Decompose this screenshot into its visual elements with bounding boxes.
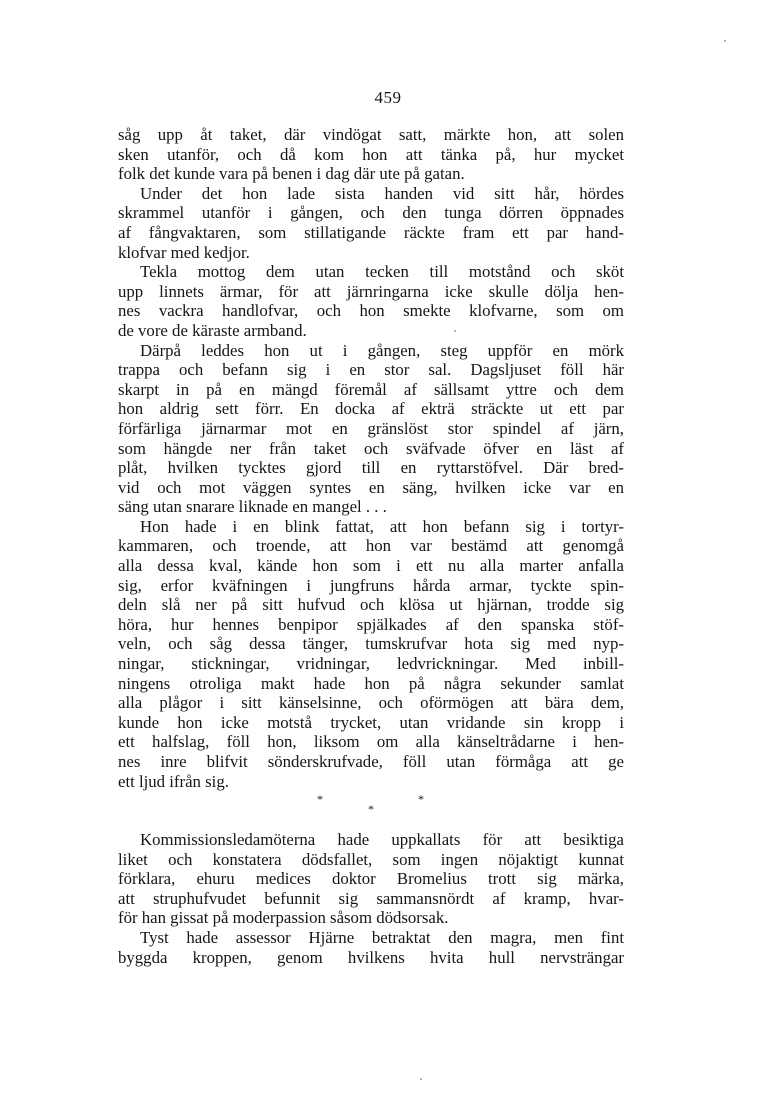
paper-speck <box>420 1078 422 1080</box>
text-line: plåt, hvilken tycktes gjord till en ryttarstöfvel. Där bred- <box>118 458 624 478</box>
text-line: ett halfslag, föll hon, liksom om alla känseltrådarne i hen- <box>118 732 624 752</box>
text-line: ningens otroliga makt hade hon på några sekunder samlat <box>118 673 624 693</box>
text-line: klofvar med kedjor. <box>118 242 250 262</box>
text-line: kunde hon icke motstå trycket, utan vridande sin kropp i <box>118 712 624 732</box>
text-line: ningar, stickningar, vridningar, ledvrickningar. Med inbill- <box>118 654 624 674</box>
text-line: nes vackra handlofvar, och hon smekte klofvarne, som om <box>118 301 624 321</box>
text-line: ett ljud ifrån sig. <box>118 771 229 791</box>
text-line: höra, hur hennes benpipor spjälkades af den spanska stöf- <box>118 614 624 634</box>
text-line: liket och konstatera dödsfallet, som ingen nöjaktigt kunnat <box>118 849 624 869</box>
text-line: Tekla mottog dem utan tecken till motstånd och sköt <box>140 262 624 282</box>
page-number: 459 <box>374 88 402 107</box>
text-line: som hängde ner från taket och sväfvade öfver en läst af <box>118 438 624 458</box>
paper-speck <box>724 40 726 42</box>
section-separator <box>0 793 776 823</box>
text-line: Under det hon lade sista handen vid sitt hår, hördes <box>140 183 624 203</box>
text-line: förfärliga järnarmar mot en gränslöst stor spindel af järn, <box>118 418 624 438</box>
separator-star: * <box>317 792 323 806</box>
text-line: hon aldrig sett förr. En docka af ekträ sträckte ut ett par <box>118 399 624 419</box>
text-line: skrammel utanför i gången, och den tunga dörren öppnades <box>118 203 624 223</box>
text-line: vid och mot väggen syntes en säng, hvilken icke var en <box>118 477 624 497</box>
text-line: sig, erfor kväfningen i jungfruns hårda armar, tyckte spin- <box>118 575 624 595</box>
text-line: folk det kunde vara på benen i dag där ute på gatan. <box>118 164 465 184</box>
body-text-section-two <box>118 830 624 967</box>
text-line: att struphufvudet befunnit sig sammansnördt af kramp, hvar- <box>118 888 624 908</box>
text-line: byggda kroppen, genom hvilkens hvita hull nervsträngar <box>118 947 624 967</box>
text-line: de vore de käraste armband. <box>118 320 307 340</box>
separator-star: * <box>418 792 424 806</box>
paper-speck <box>454 330 456 332</box>
text-line: kammaren, och troende, att hon var bestämd att genomgå <box>118 536 624 556</box>
text-line: Kommissionsledamöterna hade uppkallats för att besiktiga <box>140 830 624 849</box>
text-line: säng utan snarare liknade en mangel . . . <box>118 497 387 517</box>
text-line: alla dessa kval, kände hon som i ett nu alla marter anfalla <box>118 556 624 576</box>
text-line: Hon hade i en blink fattat, att hon befann sig i tortyr- <box>140 516 624 536</box>
text-line: för han gissat på moderpassion såsom dödsorsak. <box>118 908 449 928</box>
text-line: skarpt in på en mängd föremål af sällsamt yttre och dem <box>118 379 624 399</box>
text-line: sken utanför, och då kom hon att tänka på, hur mycket <box>118 144 624 164</box>
separator-star: * <box>368 802 374 816</box>
text-line: Tyst hade assessor Hjärne betraktat den magra, men fint <box>140 927 624 947</box>
text-line: förklara, ehuru medices doktor Bromelius trott sig märka, <box>118 869 624 889</box>
text-line: nes inre blifvit sönderskrufvade, föll utan förmåga att ge <box>118 752 624 771</box>
text-line: deln slå ner på sitt hufvud och klösa ut hjärnan, trodde sig <box>118 595 624 615</box>
body-text-section-one <box>118 125 624 791</box>
text-line: upp linnets ärmar, för att järnringarna icke skulle dölja hen- <box>118 281 624 301</box>
text-line: af fångvaktaren, som stillatigande räckte fram ett par hand- <box>118 222 624 242</box>
text-line: trappa och befann sig i en stor sal. Dagsljuset föll här <box>118 360 624 380</box>
text-line: alla plågor i sitt känselsinne, och oförmögen att bära dem, <box>118 693 624 713</box>
text-line: veln, och såg dessa tänger, tumskrufvar hota sig med nyp- <box>118 634 624 654</box>
text-line: Därpå leddes hon ut i gången, steg uppför en mörk <box>140 340 624 360</box>
text-line: såg upp åt taket, där vindögat satt, märkte hon, att solen <box>118 125 624 144</box>
